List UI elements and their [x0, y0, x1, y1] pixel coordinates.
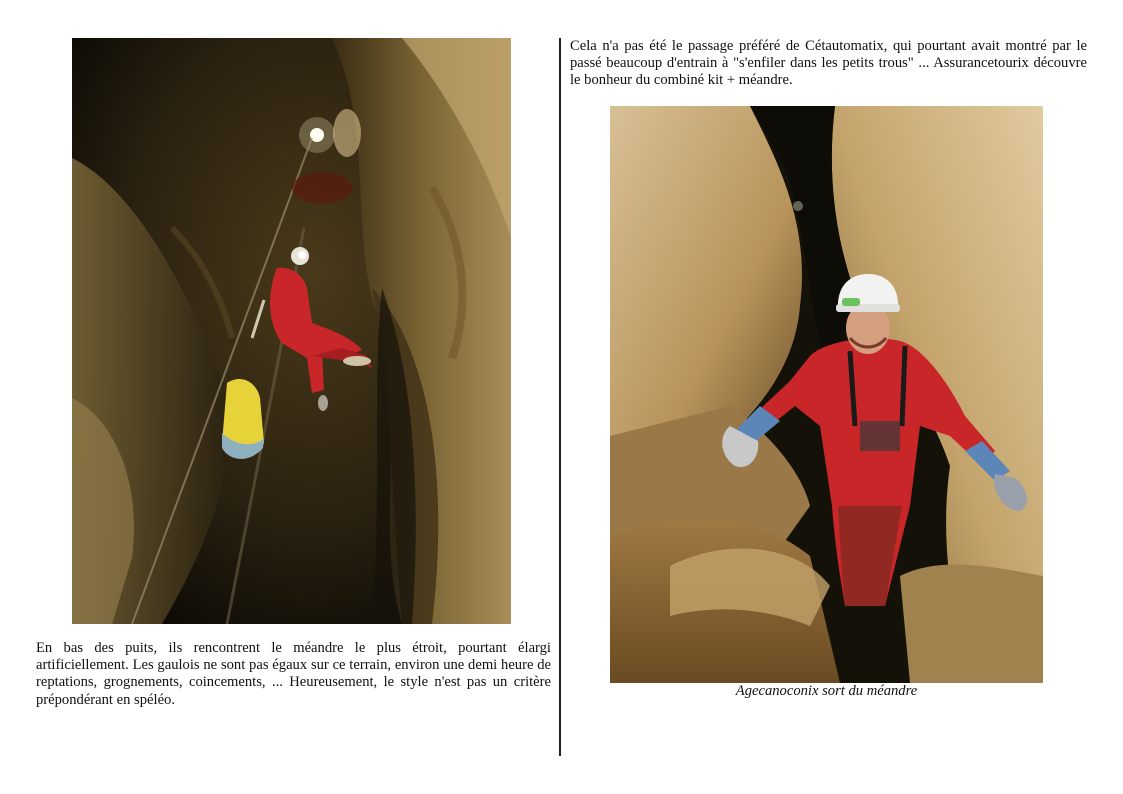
right-body-paragraph: Cela n'a pas été le passage préféré de Cétautomatix, qui pourtant avait montré par le passé beaucoup d'entrain à "s'enfiler dans les petits trous" ... Assurancetourix découvre le bonheur du combiné kit + méandre. — [570, 38, 1087, 89]
cave-shaft-photo — [72, 38, 511, 624]
meander-exit-photo — [610, 106, 1043, 683]
photo-caption: Agecanoconix sort du méandre — [735, 683, 918, 699]
cave-shaft-image — [72, 38, 511, 624]
meander-exit-image — [610, 106, 1043, 683]
column-divider — [559, 38, 561, 756]
left-body-paragraph: En bas des puits, ils rencontrent le méandre le plus étroit, pourtant élargi artificiellement. Les gaulois ne sont pas égaux sur ce terrain, environ une demi heure de reptations, grognements, coincements, ... Heureusement, le style n'est pas un critère prépondérant en spéléo. — [36, 640, 551, 708]
